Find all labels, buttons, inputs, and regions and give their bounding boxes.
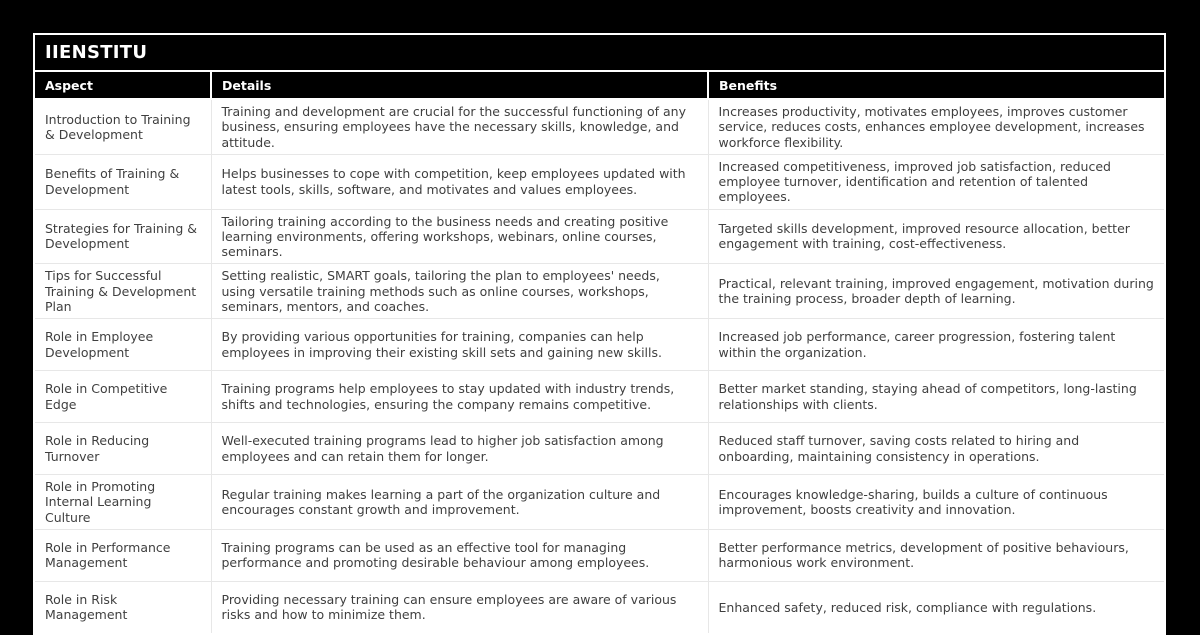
table-row <box>35 209 1164 264</box>
cell-details: Training and development are crucial for the successful functioning of any business, ensuring employees have the necessary skills, knowledge, and attitude. <box>211 99 708 154</box>
cell-details: Helps businesses to cope with competition, keep employees updated with latest tools, skills, software, and motivates and values employees. <box>211 154 708 209</box>
table-row <box>35 154 1164 209</box>
table-row <box>35 529 1164 581</box>
cell-benefits: Reduced staff turnover, saving costs related to hiring and onboarding, maintaining consistency in operations. <box>708 423 1164 475</box>
column-header-details: Details <box>211 72 708 99</box>
cell-aspect: Role in Employee Development <box>35 319 211 371</box>
cell-details: By providing various opportunities for training, companies can help employees in improving their existing skill sets and gaining new skills. <box>211 319 708 371</box>
table-row <box>35 581 1164 633</box>
column-header-aspect: Aspect <box>35 72 211 99</box>
cell-details: Training programs can be used as an effective tool for managing performance and promoting desirable behaviour among employees. <box>211 529 708 581</box>
cell-benefits: Increased competitiveness, improved job satisfaction, reduced employee turnover, identification and retention of talented employees. <box>708 154 1164 209</box>
cell-aspect: Introduction to Training & Development <box>35 99 211 154</box>
cell-benefits: Increased job performance, career progression, fostering talent within the organization. <box>708 319 1164 371</box>
cell-aspect: Role in Risk Management <box>35 581 211 633</box>
cell-benefits: Targeted skills development, improved resource allocation, better engagement with training, cost-effectiveness. <box>708 209 1164 264</box>
cell-benefits: Encourages knowledge-sharing, builds a culture of continuous improvement, boosts creativity and innovation. <box>708 475 1164 530</box>
table-body <box>35 99 1164 633</box>
cell-aspect: Role in Reducing Turnover <box>35 423 211 475</box>
table-row <box>35 319 1164 371</box>
cell-details: Setting realistic, SMART goals, tailoring the plan to employees' needs, using versatile training methods such as online courses, workshops, seminars, mentors, and coaches. <box>211 264 708 319</box>
table-row <box>35 264 1164 319</box>
table-row <box>35 475 1164 530</box>
header-row <box>35 72 1164 99</box>
cell-aspect: Benefits of Training & Development <box>35 154 211 209</box>
cell-aspect: Tips for Successful Training & Development Plan <box>35 264 211 319</box>
table-row <box>35 423 1164 475</box>
cell-details: Well-executed training programs lead to higher job satisfaction among employees and can retain them for longer. <box>211 423 708 475</box>
cell-details: Providing necessary training can ensure employees are aware of various risks and how to minimize them. <box>211 581 708 633</box>
table-row <box>35 371 1164 423</box>
table-header <box>35 72 1164 99</box>
cell-details: Regular training makes learning a part of the organization culture and encourages constant growth and improvement. <box>211 475 708 530</box>
cell-benefits: Better market standing, staying ahead of competitors, long-lasting relationships with clients. <box>708 371 1164 423</box>
column-header-benefits: Benefits <box>708 72 1164 99</box>
cell-details: Tailoring training according to the business needs and creating positive learning environments, offering workshops, webinars, online courses, seminars. <box>211 209 708 264</box>
table-row <box>35 99 1164 154</box>
training-table <box>35 72 1164 633</box>
cell-aspect: Role in Performance Management <box>35 529 211 581</box>
cell-aspect: Strategies for Training & Development <box>35 209 211 264</box>
cell-benefits: Practical, relevant training, improved engagement, motivation during the training process, broader depth of learning. <box>708 264 1164 319</box>
cell-aspect: Role in Competitive Edge <box>35 371 211 423</box>
cell-details: Training programs help employees to stay updated with industry trends, shifts and technologies, ensuring the company remains competitive. <box>211 371 708 423</box>
table-panel <box>33 33 1166 635</box>
brand-title: IIENSTITU <box>35 35 1164 70</box>
cell-aspect: Role in Promoting Internal Learning Culture <box>35 475 211 530</box>
cell-benefits: Increases productivity, motivates employees, improves customer service, reduces costs, enhances employee development, increases workforce flexibility. <box>708 99 1164 154</box>
cell-benefits: Enhanced safety, reduced risk, compliance with regulations. <box>708 581 1164 633</box>
cell-benefits: Better performance metrics, development of positive behaviours, harmonious work environment. <box>708 529 1164 581</box>
